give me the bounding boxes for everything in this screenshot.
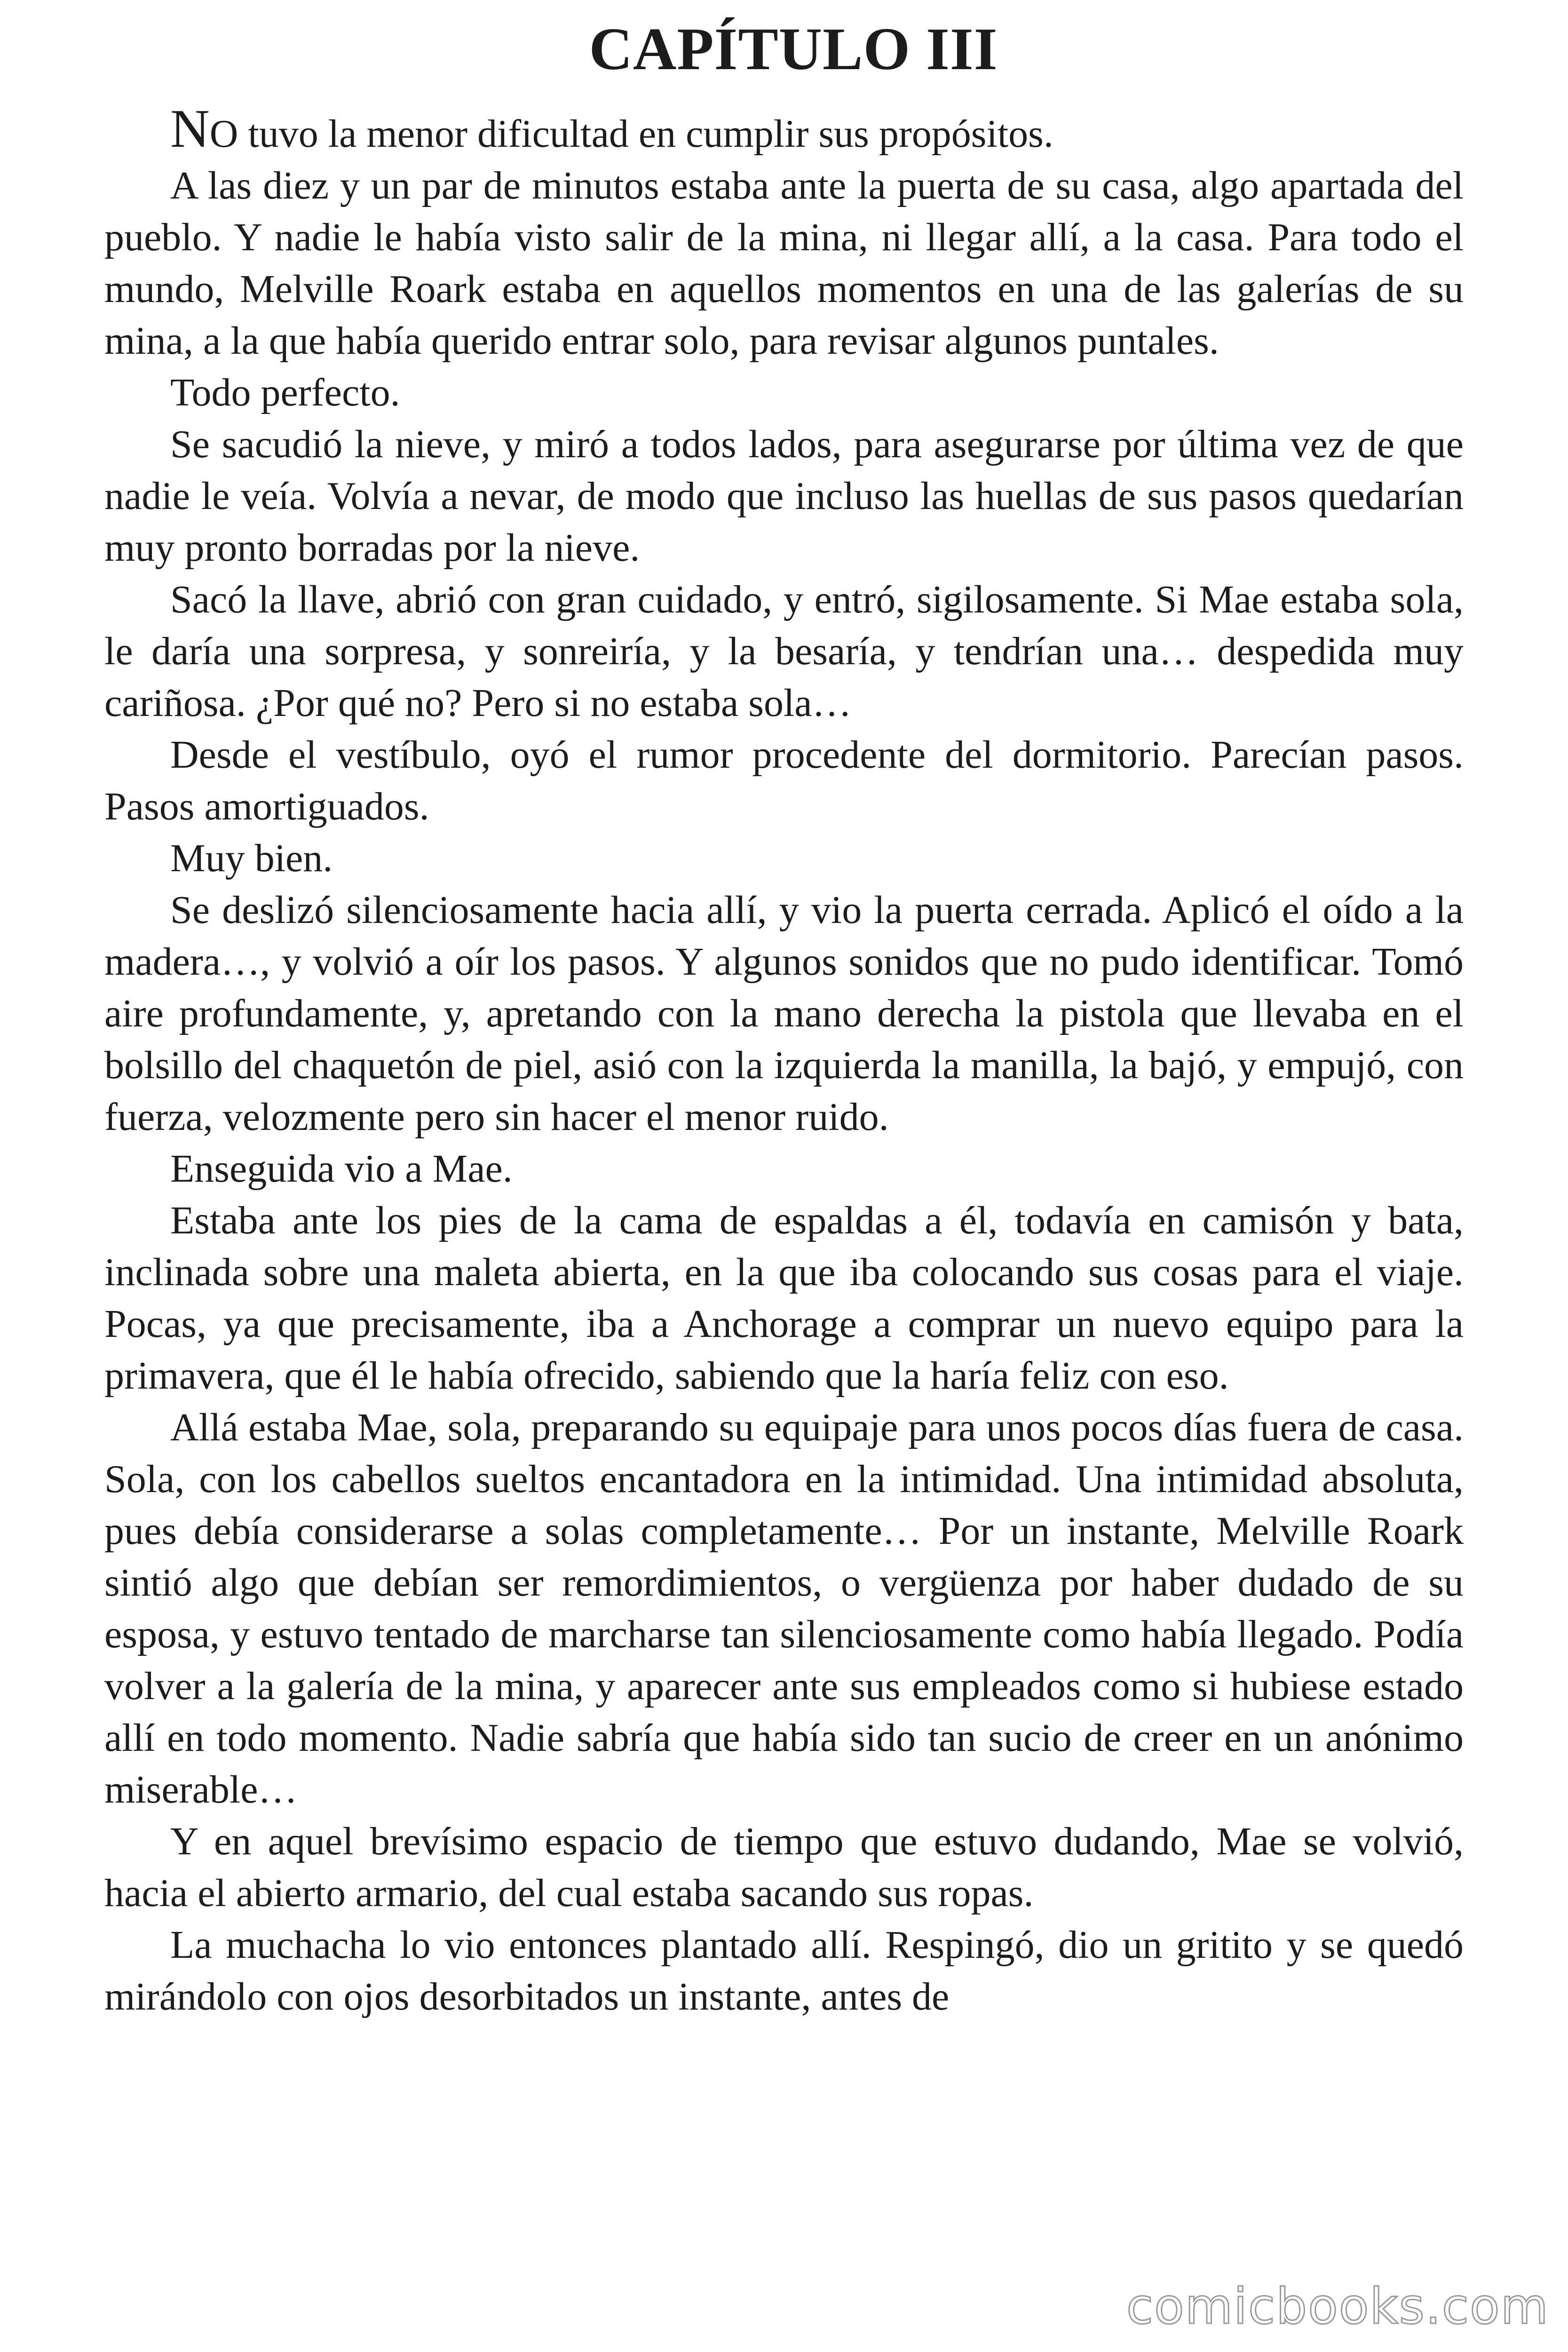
paragraph: A las diez y un par de minutos estaba ante la puerta de su casa, algo apartada del pueblo. Y nadie le había visto salir de la mina, ni llegar allí, a la casa. Para todo el mundo, Melville Roark estaba en aquellos momentos en una de las galerías de su mina, a la que había querido entrar solo, para revisar algunos puntales. bbox=[104, 164, 1464, 363]
paragraph: Y en aquel brevísimo espacio de tiempo que estuvo dudando, Mae se volvió, hacia el abierto armario, del cual estaba sacando sus ropas. bbox=[104, 1820, 1464, 1915]
paragraph: Sacó la llave, abrió con gran cuidado, y entró, sigilosamente. Si Mae estaba sola, le daría una sorpresa, y sonreiría, y la besaría, y tendrían una… despedida muy cariñosa. ¿Por qué no? Pero si no estaba sola… bbox=[104, 578, 1464, 725]
watermark-text: comicbooks.com bbox=[1126, 2278, 1549, 2335]
paragraph: Estaba ante los pies de la cama de espaldas a él, todavía en camisón y bata, inclinada sobre una maleta abierta, en la que iba colocando sus cosas para el viaje. Pocas, ya que precisamente, iba a Anchorage a comprar un nuevo equipo para la primavera, que él le había ofrecido, sabiendo que la haría feliz con eso. bbox=[104, 1199, 1464, 1398]
dropcap-letter: N bbox=[170, 99, 210, 159]
paragraph: Enseguida vio a Mae. bbox=[170, 1147, 513, 1191]
paragraph: Se sacudió la nieve, y miró a todos lados, para asegurarse por última vez de que nadie le veía. Volvía a nevar, de modo que incluso las huellas de sus pasos quedarían muy pronto borradas por la nieve. bbox=[104, 422, 1464, 570]
paragraph: Muy bien. bbox=[170, 836, 333, 880]
chapter-title: CAPÍTULO III bbox=[589, 16, 998, 82]
book-page bbox=[104, 16, 1464, 2023]
paragraph: Desde el vestíbulo, oyó el rumor procedente del dormitorio. Parecían pasos. Pasos amortiguados. bbox=[104, 733, 1464, 828]
first-paragraph bbox=[104, 99, 1464, 160]
first-paragraph-text: O tuvo la menor dificultad en cumplir sus propósitos. bbox=[209, 112, 1053, 156]
paragraph: Se deslizó silenciosamente hacia allí, y vio la puerta cerrada. Aplicó el oído a la madera…, y volvió a oír los pasos. Y algunos sonidos que no pudo identificar. Tomó aire profundamente, y, apretando con la mano derecha la pistola que llevaba en el bolsillo del chaquetón de piel, asió con la izquierda la manilla, la bajó, y empujó, con fuerza, velozmente pero sin hacer el menor ruido. bbox=[104, 888, 1464, 1139]
paragraph: Allá estaba Mae, sola, preparando su equipaje para unos pocos días fuera de casa. Sola, con los cabellos sueltos encantadora en la intimidad. Una intimidad absoluta, pues debía considerarse a solas completamente… Por un instante, Melville Roark sintió algo que debían ser remordimientos, o vergüenza por haber dudado de su esposa, y estuvo tentado de marcharse tan silenciosamente como había llegado. Podía volver a la galería de la mina, y aparecer ante sus empleados como si hubiese estado allí en todo momento. Nadie sabría que había sido tan sucio de creer en un anónimo miserable… bbox=[104, 1406, 1464, 1812]
paragraph: Todo perfecto. bbox=[170, 371, 400, 414]
paragraph: La muchacha lo vio entonces plantado allí. Respingó, dio un gritito y se quedó mirándolo con ojos desorbitados un instante, antes de bbox=[104, 1923, 1464, 2018]
